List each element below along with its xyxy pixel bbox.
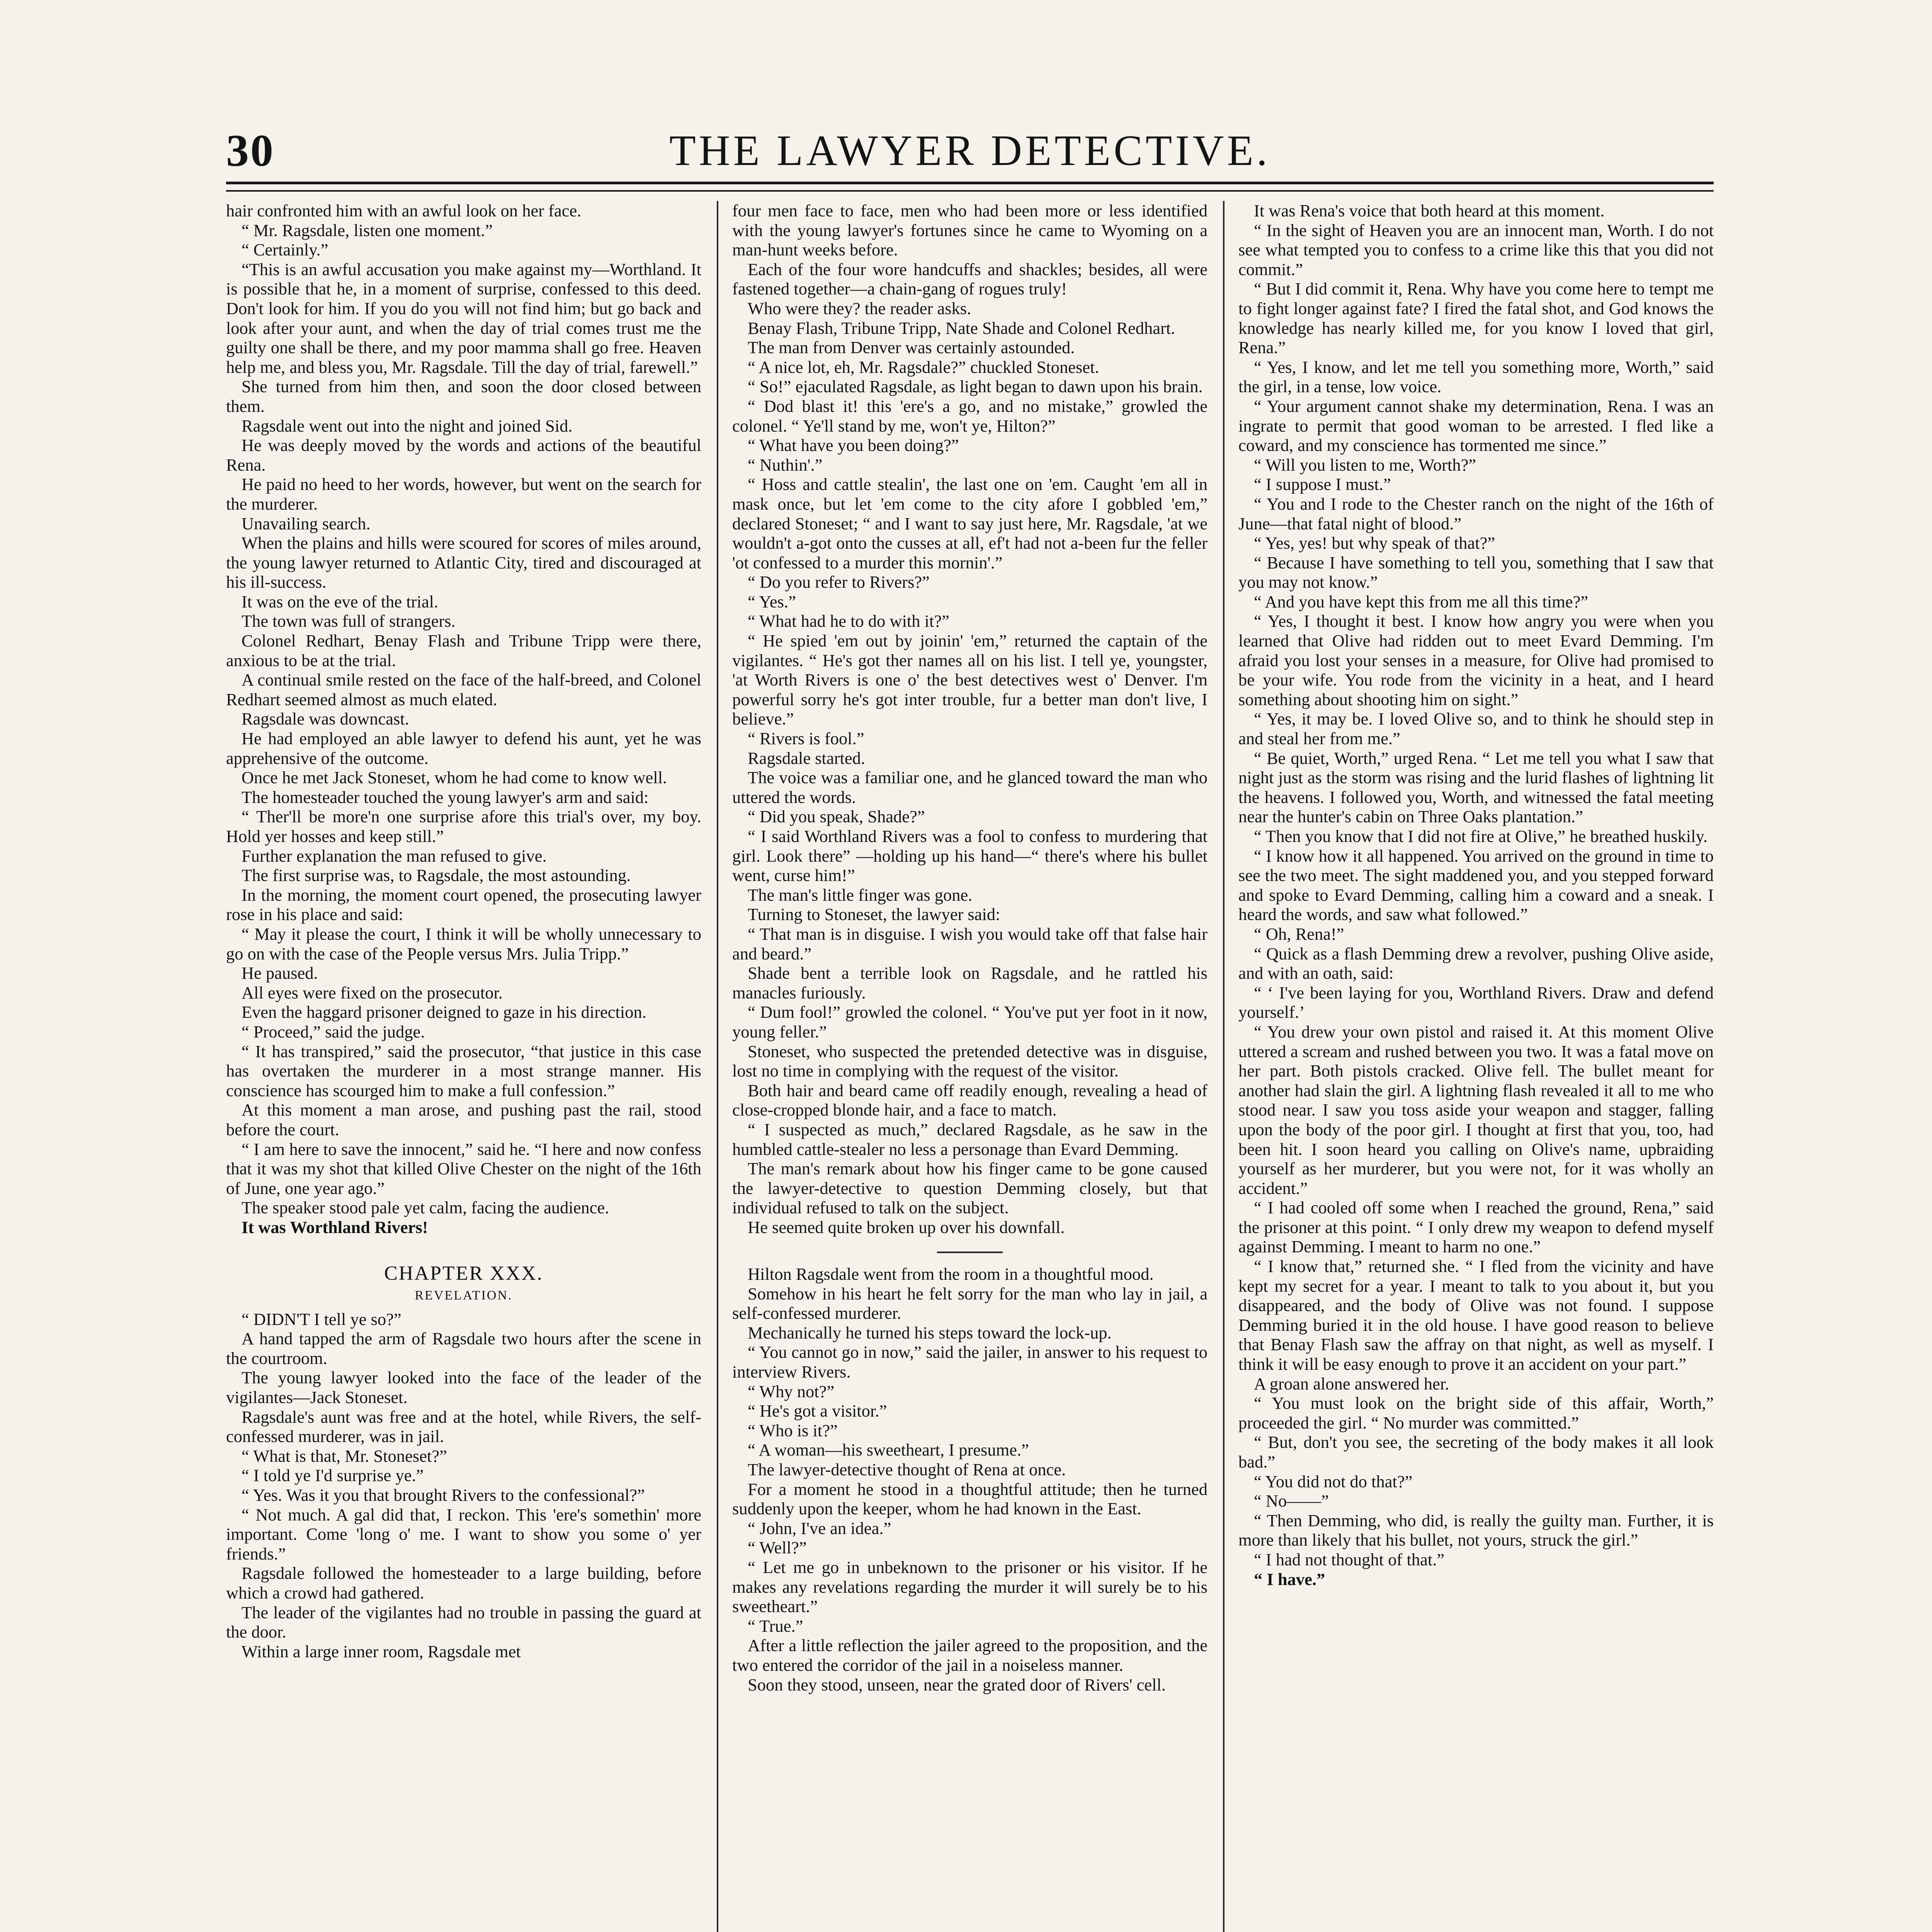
paragraph: “ I know that,” returned she. “ I fled from the vicinity and have kept my secret for a year. I meant to talk to you about it, but you disappeared, and the body of Olive was not found. I suppose Demming buried it in the old house. I have good reason to believe that Benay Flash saw the affray on that night, as well as myself. I think it will be easy enough to prove it an accident on your part.”: [1238, 1257, 1714, 1374]
paragraph: “ I know how it all happened. You arrived on the ground in time to see the two meet. The sight maddened you, and you stepped forward and spoke to Evard Demming, calling him a coward and a sneak. I heard the words, and saw what followed.”: [1238, 846, 1714, 924]
paragraph: It was Worthland Rivers!: [242, 1217, 428, 1237]
paragraph: The homesteader touched the young lawyer's arm and said:: [242, 787, 649, 807]
paragraph: hair confronted him with an awful look on her face.: [226, 201, 582, 220]
paragraph: The man's little finger was gone.: [748, 885, 973, 905]
column-3: [1238, 201, 1714, 1932]
paragraph: For a moment he stood in a thoughtful attitude; then he turned suddenly upon the keeper, whom he had known in the East.: [732, 1479, 1208, 1519]
paragraph: Each of the four wore handcuffs and shackles; besides, all were fastened together—a chain-gang of rogues truly!: [732, 259, 1208, 299]
paragraph: “ Quick as a flash Demming drew a revolver, pushing Olive aside, and with an oath, said:: [1238, 944, 1714, 983]
paragraph: “ But I did commit it, Rena. Why have you come here to tempt me to fight longer against fate? I fired the fatal shot, and God knows the knowledge has nearly killed me, for you know I loved that girl, Rena.”: [1238, 279, 1714, 357]
paragraph: “ You must look on the bright side of this affair, Worth,” proceeded the girl. “ No murder was committed.”: [1238, 1393, 1714, 1432]
paragraph: All eyes were fixed on the prosecutor.: [242, 983, 503, 1002]
paragraph: “ So!” ejaculated Ragsdale, as light began to dawn upon his brain.: [748, 377, 1203, 396]
paragraph: “ What had he to do with it?”: [748, 611, 949, 631]
paragraph: “ Ther'll be more'n one surprise afore this trial's over, my boy. Hold yer hosses and keep still.”: [226, 807, 701, 846]
paragraph: Somehow in his heart he felt sorry for the man who lay in jail, a self-confessed murderer.: [732, 1284, 1208, 1323]
paragraph: “ It has transpired,” said the prosecutor, “that justice in this case has overtaken the murderer in a most strange manner. His conscience has scourged him to make a full confession.”: [226, 1041, 701, 1100]
paragraph: “ Yes, yes! but why speak of that?”: [1254, 533, 1495, 553]
paragraph: “ That man is in disguise. I wish you would take off that false hair and beard.”: [732, 924, 1208, 963]
paragraph: “ Did you speak, Shade?”: [748, 807, 925, 827]
paragraph: “ Let me go in unbeknown to the prisoner or his visitor. If he makes any revelations regarding the murder it will surely be to his sweetheart.”: [732, 1557, 1208, 1616]
paragraph: “ What have you been doing?”: [748, 435, 959, 455]
paragraph: “ Yes, I thought it best. I know how angry you were when you learned that Olive had ridden out to meet Evard Demming. I'm afraid you lost your senses in a measure, for Olive had promised to be your wife. You rode from the vicinity in a heat, and I heard something about shooting him on sight.”: [1238, 611, 1714, 709]
chapter-heading: CHAPTER XXX.: [384, 1262, 543, 1285]
paragraph: Turning to Stoneset, the lawyer said:: [748, 905, 1000, 924]
paragraph: He was deeply moved by the words and actions of the beautiful Rena.: [226, 435, 701, 474]
paragraph: “ I suspected as much,” declared Ragsdale, as he saw in the humbled cattle-stealer no less a personage than Evard Demming.: [732, 1119, 1208, 1159]
paragraph: “ I said Worthland Rivers was a fool to confess to murdering that girl. Look there” —holding up his hand—“ there's where his bullet went, curse him!”: [732, 827, 1208, 885]
paragraph: In the morning, the moment court opened, the prosecuting lawyer rose in his place and said:: [226, 885, 701, 924]
paragraph: “ Who is it?”: [748, 1420, 838, 1440]
paragraph: Further explanation the man refused to give.: [242, 846, 547, 866]
paragraph: Ragsdale was downcast.: [242, 709, 409, 729]
paragraph: “ Dum fool!” growled the colonel. “ You've put yer foot in it now, young feller.”: [732, 1002, 1208, 1041]
paragraph: “ Because I have something to tell you, something that I saw that you may not know.”: [1238, 553, 1714, 592]
paragraph: “ No——”: [1254, 1491, 1329, 1511]
paragraph: Within a large inner room, Ragsdale met: [242, 1641, 521, 1661]
paragraph: Ragsdale followed the homesteader to a large building, before which a crowd had gathered.: [226, 1563, 701, 1602]
paragraph: “ He spied 'em out by joinin' 'em,” returned the captain of the vigilantes. “ He's got ther names all on his list. I tell ye, youngster, 'at Worth Rivers is one o' the best detectives west o' Denver. I'm powerful sorry he's got inter trouble, fur a better man don't live, I believe.”: [732, 631, 1208, 729]
paragraph: “ You cannot go in now,” said the jailer, in answer to his request to interview Rivers.: [732, 1342, 1208, 1382]
paragraph: “ I had not thought of that.”: [1254, 1549, 1445, 1569]
paragraph: Once he met Jack Stoneset, whom he had come to know well.: [242, 768, 667, 787]
paragraph: four men face to face, men who had been more or less identified with the young lawyer's fortunes since he came to Wyoming on a man-hunt weeks before.: [732, 201, 1208, 260]
paragraph: “ And you have kept this from me all this time?”: [1254, 592, 1588, 611]
paragraph: The leader of the vigilantes had no trouble in passing the guard at the door.: [226, 1602, 701, 1642]
paragraph: Ragsdale's aunt was free and at the hotel, while Rivers, the self-confessed murderer, was in jail.: [226, 1407, 701, 1446]
column-divider: [1223, 201, 1225, 1932]
paragraph: “ Your argument cannot shake my determination, Rena. I was an ingrate to permit that good woman to be arrested. I fled like a coward, and my conscience has tormented me since.”: [1238, 396, 1714, 455]
paragraph: “ Do you refer to Rivers?”: [748, 572, 930, 592]
paragraph: “ Nuthin'.”: [748, 455, 823, 474]
paragraph: At this moment a man arose, and pushing past the rail, stood before the court.: [226, 1100, 701, 1139]
paragraph: He paid no heed to her words, however, but went on the search for the murderer.: [226, 474, 701, 514]
paragraph: He seemed quite broken up over his downfall.: [748, 1217, 1065, 1237]
paragraph: “ Then you know that I did not fire at Olive,” he breathed huskily.: [1254, 827, 1708, 846]
paragraph: She turned from him then, and soon the door closed between them.: [226, 377, 701, 416]
paragraph: “ Yes, it may be. I loved Olive so, and to think he should step in and steal her from me.”: [1238, 709, 1714, 748]
paragraph: Hilton Ragsdale went from the room in a thoughtful mood.: [748, 1264, 1154, 1284]
paragraph: It was Rena's voice that both heard at this moment.: [1254, 201, 1605, 220]
paragraph: “ Yes.”: [748, 592, 796, 611]
paragraph: When the plains and hills were scoured for scores of miles around, the young lawyer returned to Atlantic City, tired and discouraged at his ill-success.: [226, 533, 701, 592]
paragraph: He had employed an able lawyer to defend his aunt, yet he was apprehensive of the outcome.: [226, 729, 701, 768]
paragraph: The first surprise was, to Ragsdale, the most astounding.: [242, 866, 631, 885]
paragraph: “ ‘ I've been laying for you, Worthland Rivers. Draw and defend yourself.’: [1238, 983, 1714, 1022]
column-divider: [717, 201, 718, 1932]
paragraph: “ You drew your own pistol and raised it. At this moment Olive uttered a scream and rushed between you two. It was a fatal move on her part. Both pistols cracked. Olive fell. The bullet meant for another had slain the girl. A lightning flash revealed it all to me who stood near. I saw you toss aside your weapon and stagger, falling upon the body of the poor girl. I thought at first that you, too, had been hit. I soon heard you calling on Olive's name, upbraiding yourself as her murderer, but you were not, for it was wholly an accident.”: [1238, 1022, 1714, 1198]
paragraph: “ Then Demming, who did, is really the guilty man. Further, it is more than likely that his bullet, not yours, struck the girl.”: [1238, 1510, 1714, 1550]
paragraph: “ I had cooled off some when I reached the ground, Rena,” said the prisoner at this point. “ I only drew my weapon to defend myself against Demming. I meant to harm no one.”: [1238, 1198, 1714, 1257]
paragraph: Mechanically he turned his steps toward the lock-up.: [748, 1323, 1112, 1342]
paragraph: Ragsdale went out into the night and joined Sid.: [242, 416, 573, 435]
paragraph: Even the haggard prisoner deigned to gaze in his direction.: [242, 1002, 646, 1022]
paragraph: Colonel Redhart, Benay Flash and Tribune Tripp were there, anxious to be at the trial.: [226, 631, 701, 670]
paragraph: Who were they? the reader asks.: [748, 298, 971, 318]
paragraph: “This is an awful accusation you make against my—Worthland. It is possible that he, in a moment of surprise, confessed to this deed. Don't look for him. If you do you will not find him; but go back and look after your aunt, and when the day of trial comes trust me the guilty one shall be there, and my poor mamma shall go free. Heaven help me, and bless you, Mr. Ragsdale. Till the day of trial, farewell.”: [226, 259, 701, 377]
paragraph: “ John, I've an idea.”: [748, 1518, 891, 1538]
paragraph: “ Hoss and cattle stealin', the last one on 'em. Caught 'em all in mask once, but let 'em come to the city afore I gobbled 'em,” declared Stoneset; “ and I want to say just here, Mr. Ragsdale, 'at we wouldn't a-got onto the cusses at all, ef't had not a-been fur the feller 'ot confessed to a murder this mornin'.”: [732, 474, 1208, 572]
paragraph: “ He's got a visitor.”: [748, 1401, 887, 1421]
text-columns: [226, 201, 1714, 1932]
separator-rule: [937, 1252, 1003, 1253]
paragraph: The town was full of strangers.: [242, 611, 456, 631]
chapter-subtitle: REVELATION.: [415, 1288, 513, 1303]
page-header: [226, 124, 1714, 178]
paragraph: “ DIDN'T I tell ye so?”: [242, 1309, 401, 1329]
paragraph: It was on the eve of the trial.: [242, 592, 439, 611]
paragraph: A hand tapped the arm of Ragsdale two hours after the scene in the courtroom.: [226, 1329, 701, 1368]
paragraph: Benay Flash, Tribune Tripp, Nate Shade and Colonel Redhart.: [748, 318, 1175, 338]
paragraph: “ But, don't you see, the secreting of the body makes it all look bad.”: [1238, 1432, 1714, 1471]
paragraph: “ Why not?”: [748, 1381, 835, 1401]
paragraph: “ May it please the court, I think it will be wholly unnecessary to go on with the case of the People versus Mrs. Julia Tripp.”: [226, 924, 701, 963]
paragraph: “ I have.”: [1254, 1569, 1325, 1589]
paragraph: “ What is that, Mr. Stoneset?”: [242, 1446, 447, 1466]
paragraph: “ Rivers is fool.”: [748, 729, 864, 748]
paragraph: “ Well?”: [748, 1538, 807, 1558]
paragraph: “ I am here to save the innocent,” said he. “I here and now confess that it was my shot that killed Olive Chester on the night of the 16th of June, one year ago.”: [226, 1139, 701, 1198]
page-number: 30: [226, 125, 275, 176]
paragraph: The young lawyer looked into the face of the leader of the vigilantes—Jack Stoneset.: [226, 1368, 701, 1407]
paragraph: Both hair and beard came off readily enough, revealing a head of close-cropped blonde hair, and a face to match.: [732, 1080, 1208, 1120]
paragraph: “ Certainly.”: [242, 240, 328, 260]
paragraph: The lawyer-detective thought of Rena at once.: [748, 1460, 1066, 1479]
header-rule-thick: [226, 182, 1714, 184]
paragraph: “ A woman—his sweetheart, I presume.”: [748, 1440, 1029, 1460]
paragraph: “ Dod blast it! this 'ere's a go, and no mistake,” growled the colonel. “ Ye'll stand by me, won't ye, Hilton?”: [732, 396, 1208, 435]
paragraph: “ Yes. Was it you that brought Rivers to the confessional?”: [242, 1485, 645, 1505]
paragraph: “ You and I rode to the Chester ranch on the night of the 16th of June—that fatal night of blood.”: [1238, 494, 1714, 533]
paragraph: “ Oh, Rena!”: [1254, 924, 1344, 944]
paragraph: The voice was a familiar one, and he glanced toward the man who uttered the words.: [732, 768, 1208, 807]
paragraph: “ Will you listen to me, Worth?”: [1254, 455, 1476, 474]
paragraph: The man's remark about how his finger came to be gone caused the lawyer-detective to question Demming closely, but that individual refused to talk on the subject.: [732, 1159, 1208, 1218]
column-1: [226, 201, 701, 1932]
paragraph: “ You did not do that?”: [1254, 1471, 1413, 1491]
paragraph: “ True.”: [748, 1616, 803, 1636]
paragraph: He paused.: [242, 963, 318, 983]
paragraph: After a little reflection the jailer agreed to the proposition, and the two entered the corridor of the jail in a noiseless manner.: [732, 1636, 1208, 1675]
paragraph: “ Not much. A gal did that, I reckon. This 'ere's somethin' more important. Come 'long o' me. I want to show you some o' yer friends.”: [226, 1505, 701, 1563]
paragraph: The man from Denver was certainly astounded.: [748, 338, 1075, 357]
header-rule-thin: [226, 190, 1714, 192]
paragraph: “ A nice lot, eh, Mr. Ragsdale?” chuckled Stoneset.: [748, 357, 1099, 377]
paragraph: Stoneset, who suspected the pretended detective was in disguise, lost no time in complying with the request of the visitor.: [732, 1041, 1208, 1081]
paragraph: “ I suppose I must.”: [1254, 474, 1391, 494]
paragraph: The speaker stood pale yet calm, facing the audience.: [242, 1198, 609, 1218]
paragraph: “ Be quiet, Worth,” urged Rena. “ Let me tell you what I saw that night just as the storm was rising and the lurid flashes of lightning lit the heavens. I followed you, Worth, and witnessed the fatal meeting near the hunter's cabin on Three Oaks plantation.”: [1238, 748, 1714, 827]
paragraph: Unavailing search.: [242, 514, 371, 533]
paragraph: “ I told ye I'd surprise ye.”: [242, 1466, 424, 1485]
column-2: [732, 201, 1208, 1932]
running-title: THE LAWYER DETECTIVE.: [669, 127, 1270, 175]
paragraph: A groan alone answered her.: [1254, 1374, 1449, 1393]
paragraph: A continual smile rested on the face of the half-breed, and Colonel Redhart seemed almost as much elated.: [226, 670, 701, 709]
paragraph: “ Mr. Ragsdale, listen one moment.”: [242, 220, 493, 240]
paragraph: “ Yes, I know, and let me tell you something more, Worth,” said the girl, in a tense, low voice.: [1238, 357, 1714, 396]
paragraph: Shade bent a terrible look on Ragsdale, and he rattled his manacles furiously.: [732, 963, 1208, 1002]
paragraph: “ Proceed,” said the judge.: [242, 1022, 425, 1041]
section-separator: [732, 1241, 1208, 1260]
paragraph: “ In the sight of Heaven you are an innocent man, Worth. I do not see what tempted you to confess to a crime like this that you did not commit.”: [1238, 220, 1714, 279]
paragraph: Ragsdale started.: [748, 748, 865, 768]
paragraph: Soon they stood, unseen, near the grated door of Rivers' cell.: [748, 1675, 1166, 1694]
